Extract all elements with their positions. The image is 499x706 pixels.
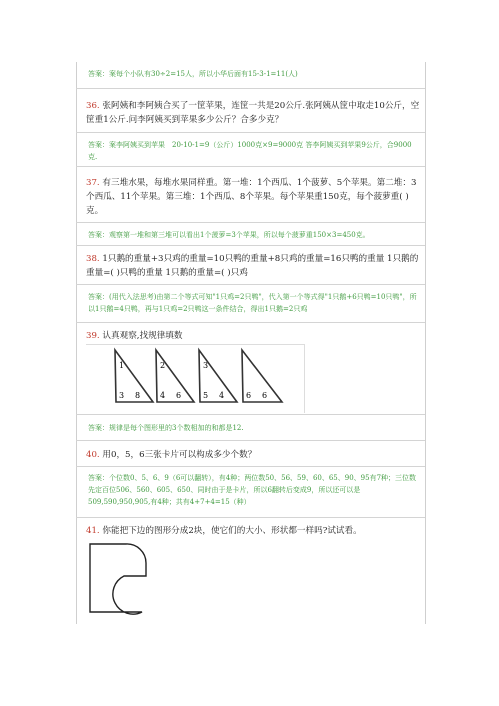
divider (76, 466, 425, 467)
triangle-left-number: 4 (160, 391, 166, 400)
answer-35: 答案：案每个小队有30÷2=15人，所以小华后面有15-3-1=11(人) (88, 70, 298, 78)
question-number: 39. (86, 331, 100, 341)
question-36 (86, 99, 420, 127)
question-number: 37. (86, 178, 100, 188)
question-40 (86, 448, 420, 462)
triangle-left-number: 3 (119, 391, 125, 400)
triangle-2 (152, 346, 198, 408)
question-text: 张阿姨和李阿姨合买了一筐苹果，连筐一共是20公斤.张阿姨从筐中取走10公斤，空筐重1公斤.问李阿姨买到苹果多少公斤？合多少克？ (86, 101, 420, 125)
question-text: 你能把下边的图形分成2块，使它们的大小、形状都一样吗?试试看。 (102, 526, 362, 536)
triangle-right-number: 6 (176, 391, 182, 400)
divider (76, 166, 425, 167)
question-number: 38. (86, 254, 100, 264)
divider (76, 517, 425, 518)
shape-figure (86, 540, 166, 620)
triangle-right-number: 4 (219, 391, 225, 400)
divider (76, 222, 425, 223)
triangle-right-number: 6 (262, 391, 268, 400)
answer-39: 答案：规律是每个图形里的3个数相加的和都是12. (88, 424, 244, 432)
triangle-top-number: 1 (119, 361, 125, 370)
question-text: 有三堆水果，每堆水果同样重。第一堆：1个西瓜、1个菠萝、5个苹果。第二堆：3个西瓜、11个苹果。第三堆：1个西瓜、8个苹果。每个苹果重150克，每个菠萝重( )克。 (86, 178, 417, 216)
divider (76, 88, 425, 89)
divider (76, 322, 425, 323)
divider (76, 245, 425, 246)
question-39 (86, 329, 420, 343)
question-38 (86, 252, 420, 280)
divider (76, 132, 425, 133)
answer-38: 答案：(用代入法思考)由第二个等式可知"1只鸡=2只鸭"，代入第一个等式得"1只鹅+6只鸭=10只鸭"，所以1只鹅=4只鸭，再与1只鸡=2只鸭这一条件结合，得出1只鹅=2只鸡 (88, 293, 417, 313)
triangle-4 (238, 346, 286, 408)
question-37 (86, 176, 420, 218)
triangle-left-number: 5 (203, 391, 209, 400)
question-text: 1只鹅的重量+3只鸡的重量=10只鸭的重量+8只鸡的重量=16只鸭的重量 1只鹅的重量=( )只鸭的重量 1只鹅的重量=( )只鸡 (86, 254, 419, 278)
question-text: 用0，5，6三张卡片可以构成多少个数？ (102, 450, 257, 460)
question-number: 40. (86, 450, 100, 460)
question-text: 认真观察,找规律填数 (102, 331, 183, 341)
triangle-1 (111, 346, 157, 408)
triangle-top-number: 3 (203, 361, 209, 370)
triangle-left-number: 6 (246, 391, 252, 400)
divider (76, 284, 425, 285)
answer-36: 答案：案李阿姨买到苹果 20-10-1=9（公斤）1000克×9=9000克 答李阿姨买到苹果9公斤，合9000克. (88, 141, 412, 161)
triangle-top-number: 2 (160, 361, 166, 370)
question-41 (86, 524, 420, 538)
divider (76, 414, 425, 415)
question-number: 41. (86, 526, 100, 536)
answer-37: 答案：观察第一堆和第三堆可以看出1个菠萝=3个苹果，所以每个菠萝重150×3=450克。 (88, 231, 370, 239)
divider (76, 440, 425, 441)
answer-40: 答案：个位数0、5、6、9（6可以翻转），有4种；两位数50、56、59、60、65、90、95有7种；三位数先定百位506、560、605、650、同时由于是卡片，所以6翻转后变成9，所以还可以是509,590,950,905,有4种；共有4+7+4=15（种） (88, 474, 417, 506)
triangle-right-number: 8 (135, 391, 141, 400)
triangle-3 (195, 346, 241, 408)
question-number: 36. (86, 101, 100, 111)
